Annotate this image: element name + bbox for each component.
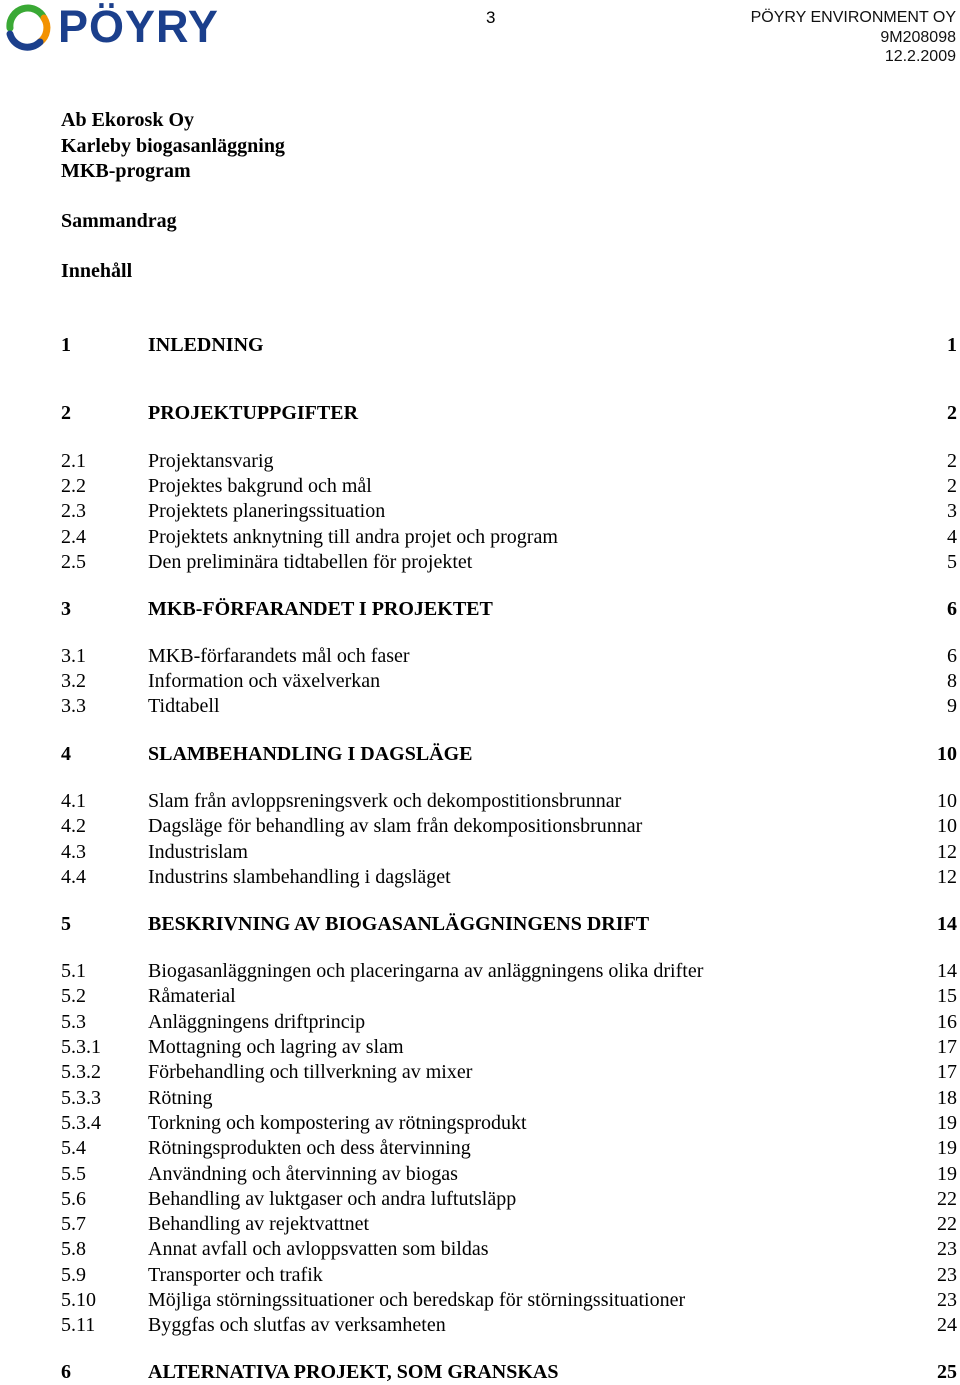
toc-page-number: 24 (937, 1314, 957, 1336)
toc-title: ALTERNATIVA PROJEKT, SOM GRANSKAS (148, 1361, 559, 1383)
toc-number: 5.3.3 (61, 1087, 101, 1109)
toc-number: 5.10 (61, 1289, 96, 1311)
toc-number: 5 (61, 913, 71, 935)
toc-chapter-row[interactable] (61, 1360, 957, 1385)
toc-title: Den preliminära tidtabellen för projektet (148, 551, 473, 573)
toc-title: Möjliga störningssituationer och beredskap för störningssituationer (148, 1289, 686, 1311)
toc-page-number: 10 (937, 790, 957, 812)
toc-number: 5.4 (61, 1137, 86, 1159)
toc-chapter-row[interactable] (61, 912, 957, 937)
toc-number: 1 (61, 334, 71, 356)
toc-title: Information och växelverkan (148, 670, 381, 692)
toc-chapter-row[interactable] (61, 333, 957, 358)
toc-title: Rötning (148, 1087, 213, 1109)
toc-section-row[interactable] (61, 789, 957, 814)
toc-number: 5.7 (61, 1213, 86, 1235)
toc-section-row[interactable] (61, 669, 957, 694)
toc-page-number: 17 (937, 1036, 957, 1058)
contents-heading: Innehåll (61, 260, 133, 282)
toc-section-row[interactable] (61, 1136, 957, 1161)
toc-number: 3 (61, 598, 71, 620)
toc-page-number: 19 (937, 1163, 957, 1185)
toc-number: 2.5 (61, 551, 86, 573)
company-name: PÖYRY ENVIRONMENT OY (750, 9, 956, 26)
toc-title: Behandling av luktgaser och andra luftutsläpp (148, 1188, 517, 1210)
toc-title: Projektes bakgrund och mål (148, 475, 372, 497)
toc-section-row[interactable] (61, 1288, 957, 1313)
toc-number: 5.3.2 (61, 1061, 101, 1083)
toc-page-number: 16 (937, 1011, 957, 1033)
toc-section-row[interactable] (61, 694, 957, 719)
toc-page-number: 18 (937, 1087, 957, 1109)
toc-section-row[interactable] (61, 644, 957, 669)
toc-chapter-row[interactable] (61, 742, 957, 767)
toc-number: 5.8 (61, 1238, 86, 1260)
toc-title: Annat avfall och avloppsvatten som bildas (148, 1238, 489, 1260)
toc-page-number: 15 (937, 985, 957, 1007)
toc-title: Tidtabell (148, 695, 220, 717)
toc-page-number: 10 (937, 815, 957, 837)
toc-title: Anläggningens driftprincip (148, 1011, 366, 1033)
toc-number: 3.1 (61, 645, 86, 667)
toc-title: Råmaterial (148, 985, 236, 1007)
summary-heading: Sammandrag (61, 210, 177, 232)
toc-title: Dagsläge för behandling av slam från dekompositionsbrunnar (148, 815, 643, 837)
toc-page-number: 22 (937, 1188, 957, 1210)
toc-title: Torkning och kompostering av rötningsprodukt (148, 1112, 527, 1134)
toc-section-row[interactable] (61, 474, 957, 499)
toc-number: 4.1 (61, 790, 86, 812)
toc-number: 4.3 (61, 841, 86, 863)
toc-number: 2.3 (61, 500, 86, 522)
toc-title: Biogasanläggningen och placeringarna av anläggningens olika drifter (148, 960, 704, 982)
toc-page-number: 14 (937, 960, 957, 982)
toc-section-row[interactable] (61, 1162, 957, 1187)
toc-page-number: 8 (947, 670, 957, 692)
toc-number: 3.3 (61, 695, 86, 717)
toc-number: 5.6 (61, 1188, 86, 1210)
toc-number: 5.9 (61, 1264, 86, 1286)
toc-number: 5.11 (61, 1314, 96, 1336)
toc-page-number: 9 (947, 695, 957, 717)
title-line: MKB-program (61, 160, 191, 182)
toc-section-row[interactable] (61, 865, 957, 890)
toc-section-row[interactable] (61, 1313, 957, 1338)
toc-title: Projektets anknytning till andra projet och program (148, 526, 558, 548)
toc-section-row[interactable] (61, 840, 957, 865)
toc-number: 2 (61, 402, 71, 424)
toc-number: 5.3.4 (61, 1112, 101, 1134)
document-id: 9M208098 (880, 28, 956, 46)
toc-number: 4 (61, 743, 71, 765)
toc-page-number: 23 (937, 1289, 957, 1311)
toc-title: Rötningsprodukten och dess återvinning (148, 1137, 471, 1159)
toc-number: 4.4 (61, 866, 86, 888)
toc-section-row[interactable] (61, 1086, 957, 1111)
toc-page-number: 12 (937, 841, 957, 863)
toc-title: MKB-FÖRFARANDET I PROJEKTET (148, 598, 493, 620)
toc-page-number: 14 (937, 913, 957, 935)
toc-section-row[interactable] (61, 449, 957, 474)
toc-page-number: 6 (947, 645, 957, 667)
toc-page-number: 23 (937, 1264, 957, 1286)
toc-page-number: 23 (937, 1238, 957, 1260)
toc-page-number: 1 (947, 334, 957, 356)
toc-title: Industrislam (148, 841, 248, 863)
toc-section-row[interactable] (61, 550, 957, 575)
toc-page-number: 25 (937, 1361, 957, 1383)
toc-section-row[interactable] (61, 814, 957, 839)
toc-section-row[interactable] (61, 1212, 957, 1237)
toc-title: Förbehandling och tillverkning av mixer (148, 1061, 473, 1083)
toc-section-row[interactable] (61, 525, 957, 550)
toc-chapter-row[interactable] (61, 401, 957, 426)
toc-title: MKB-förfarandets mål och faser (148, 645, 410, 667)
toc-number: 4.2 (61, 815, 86, 837)
toc-page-number: 12 (937, 866, 957, 888)
toc-page-number: 19 (937, 1112, 957, 1134)
toc-number: 5.2 (61, 985, 86, 1007)
toc-page-number: 2 (947, 450, 957, 472)
title-line: Ab Ekorosk Oy (61, 109, 195, 131)
toc-page-number: 2 (947, 402, 957, 424)
logo-wordmark: PÖYRY (58, 1, 219, 52)
toc-page-number: 19 (937, 1137, 957, 1159)
toc-title: Användning och återvinning av biogas (148, 1163, 458, 1185)
toc-title: Behandling av rejektvattnet (148, 1213, 370, 1235)
document-date: 12.2.2009 (884, 48, 956, 65)
toc-section-row[interactable] (61, 1187, 957, 1212)
toc-number: 5.3.1 (61, 1036, 101, 1058)
toc-title: Byggfas och slutfas av verksamheten (148, 1314, 446, 1336)
toc-number: 6 (61, 1361, 71, 1383)
toc-page-number: 4 (947, 526, 957, 548)
toc-number: 5.3 (61, 1011, 86, 1033)
toc-title: Industrins slambehandling i dagsläget (148, 866, 451, 888)
toc-title: SLAMBEHANDLING I DAGSLÄGE (148, 743, 473, 765)
toc-number: 5.1 (61, 960, 86, 982)
toc-number: 5.5 (61, 1163, 86, 1185)
toc-page-number: 2 (947, 475, 957, 497)
toc-title: Projektets planeringssituation (148, 500, 386, 522)
toc-section-row[interactable] (61, 959, 957, 984)
toc-page-number: 3 (947, 500, 957, 522)
toc-title: BESKRIVNING AV BIOGASANLÄGGNINGENS DRIFT (148, 913, 650, 935)
toc-section-row[interactable] (61, 499, 957, 524)
page-number: 3 (486, 8, 496, 27)
title-line: Karleby biogasanläggning (61, 134, 285, 157)
toc-chapter-row[interactable] (61, 597, 957, 622)
toc-page-number: 10 (937, 743, 957, 765)
toc-section-row[interactable] (61, 1035, 957, 1060)
toc-number: 2.1 (61, 450, 86, 472)
toc-page-number: 6 (947, 598, 957, 620)
logo-swirl-icon (4, 4, 60, 52)
toc-section-row[interactable] (61, 1237, 957, 1262)
toc-title: PROJEKTUPPGIFTER (148, 402, 359, 424)
toc-title: Mottagning och lagring av slam (148, 1036, 404, 1058)
toc-number: 3.2 (61, 670, 86, 692)
toc-section-row[interactable] (61, 1060, 957, 1085)
toc-section-row[interactable] (61, 1263, 957, 1288)
toc-number: 2.2 (61, 475, 86, 497)
toc-section-row[interactable] (61, 1111, 957, 1136)
toc-title: Slam från avloppsreningsverk och dekompostitionsbrunnar (148, 790, 622, 812)
toc-page-number: 17 (937, 1061, 957, 1083)
toc-title: INLEDNING (148, 334, 264, 356)
toc-title: Transporter och trafik (148, 1264, 323, 1286)
toc-title: Projektansvarig (148, 450, 274, 472)
toc-section-row[interactable] (61, 1010, 957, 1035)
toc-page-number: 22 (937, 1213, 957, 1235)
toc-page-number: 5 (947, 551, 957, 573)
table-of-contents (61, 0, 957, 1385)
toc-section-row[interactable] (61, 984, 957, 1009)
toc-number: 2.4 (61, 526, 86, 548)
